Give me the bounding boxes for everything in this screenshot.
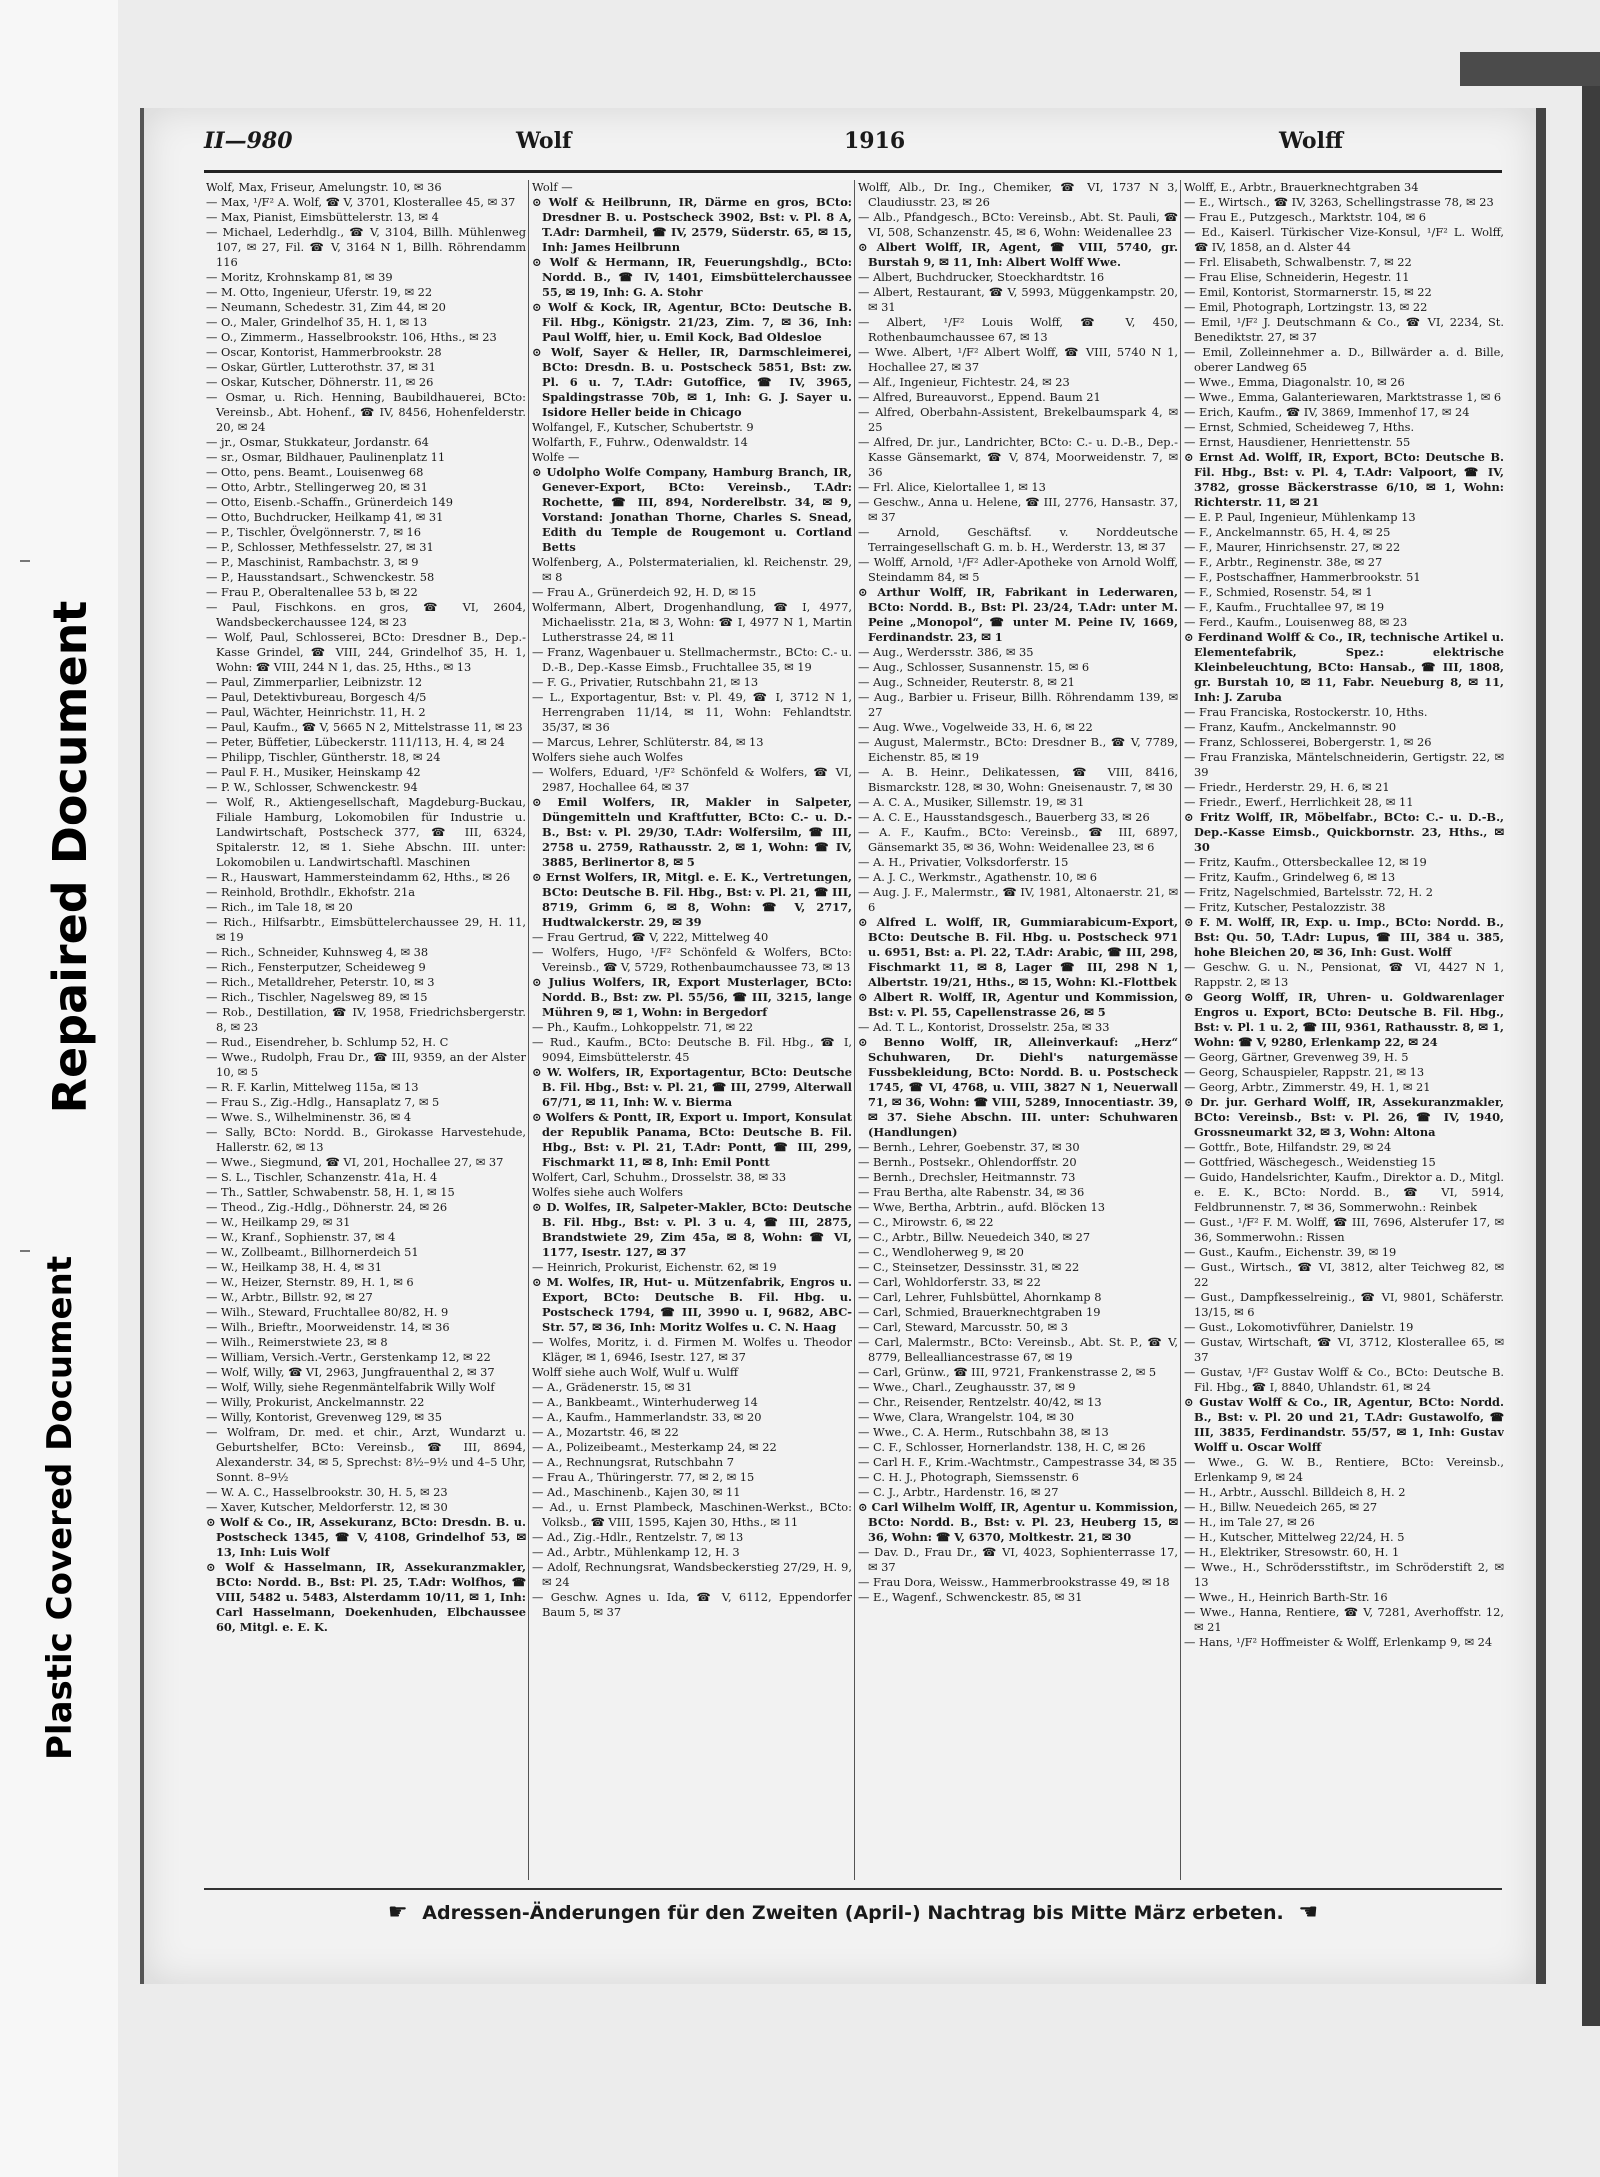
directory-entry: — Rich., Metalldreher, Peterstr. 10, ✉ 3 (206, 975, 435, 989)
directory-entry: — Rich., Hilfsarbtr., Eimsbüttelerchaussee 29, H. 11, ✉ 19 (206, 915, 526, 944)
directory-entry: — Frau Gertrud, ☎ V, 222, Mittelweg 40 (532, 930, 769, 944)
pointing-hand-icon: ☚ (1298, 1900, 1319, 1925)
directory-entry: — Frau P., Oberaltenallee 53 b, ✉ 22 (206, 585, 418, 599)
directory-entry: — Albert, Buchdrucker, Stoeckhardtstr. 16 (858, 270, 1105, 284)
scan-margin (0, 0, 118, 2177)
directory-entry: — Franz, Schlosserei, Bobergerstr. 1, ✉ 26 (1184, 735, 1432, 749)
directory-entry: — jr., Osmar, Stukkateur, Jordanstr. 64 (206, 435, 429, 449)
directory-entry: — S. L., Tischler, Schanzenstr. 41a, H. 4 (206, 1170, 438, 1184)
directory-entry: — Wwe., Siegmund, ☎ VI, 201, Hochallee 27, ✉ 37 (206, 1155, 504, 1169)
directory-entry: — Ernst, Hausdiener, Henriettenstr. 55 (1184, 435, 1411, 449)
directory-entry: ⊙ Wolf & Heilbrunn, IR, Därme en gros, BCto: Dresdner B. u. Postscheck 3902, Bst: v. Pl. 8 A, T.Adr: Darmheil, ☎ IV, 2579, Süderstr. 65, ✉ 15, Inh: James Heilbrunn (532, 195, 852, 254)
directory-entry: — E. P. Paul, Ingenieur, Mühlenkamp 13 (1184, 510, 1416, 524)
directory-entry: — Albert, ¹/F² Louis Wolff, ☎ V, 450, Rothenbaumchaussee 67, ✉ 13 (858, 315, 1178, 344)
directory-entry: ⊙ Julius Wolfers, IR, Export Musterlager, BCto: Nordd. B., Bst: zw. Pl. 55/56, ☎ III, 3215, lange Mühren 9, ✉ 1, Wohn: in Bergedorf (532, 975, 852, 1019)
directory-entry: — A., Grädenerstr. 15, ✉ 31 (532, 1380, 693, 1394)
directory-entry: — Frl. Alice, Kielortallee 1, ✉ 13 (858, 480, 1046, 494)
directory-entry: — M. Otto, Ingenieur, Uferstr. 19, ✉ 22 (206, 285, 433, 299)
directory-entry: — Paul, Wächter, Heinrichstr. 11, H. 2 (206, 705, 426, 719)
directory-entry: — Emil, Zolleinnehmer a. D., Billwärder a. d. Bille, oberer Landweg 65 (1184, 345, 1504, 374)
directory-entry: — A. C. E., Hausstandsgesch., Bauerberg 33, ✉ 26 (858, 810, 1150, 824)
directory-entry: — Aug. J. F., Malermstr., ☎ IV, 1981, Altonaerstr. 21, ✉ 6 (858, 885, 1178, 914)
directory-entry: Wolff, E., Arbtr., Brauerknechtgraben 34 (1184, 180, 1419, 194)
directory-entry: — Wwe., Charl., Zeughausstr. 37, ✉ 9 (858, 1380, 1076, 1394)
directory-entry: — Otto, Buchdrucker, Heilkamp 41, ✉ 31 (206, 510, 444, 524)
directory-entry: — Frau Dora, Weissw., Hammerbrookstrasse 49, ✉ 18 (858, 1575, 1170, 1589)
directory-entry: — Albert, Restaurant, ☎ V, 5993, Müggenkampstr. 20, ✉ 31 (858, 285, 1178, 314)
directory-entry: — Gust., Dampfkesselreinig., ☎ VI, 9801, Schäferstr. 13/15, ✉ 6 (1184, 1290, 1504, 1319)
directory-entry: — W. A. C., Hasselbrookstr. 30, H. 5, ✉ 23 (206, 1485, 448, 1499)
directory-entry: — Emil, Kontorist, Stormarnerstr. 15, ✉ 22 (1184, 285, 1432, 299)
directory-entry: — Peter, Büffetier, Lübeckerstr. 111/113, H. 4, ✉ 24 (206, 735, 505, 749)
directory-entry: — Wilh., Brieftr., Moorweidenstr. 14, ✉ 36 (206, 1320, 450, 1334)
directory-entry: — A. H., Privatier, Volksdorferstr. 15 (858, 855, 1069, 869)
directory-entry: — Aug., Barbier u. Friseur, Billh. Röhrendamm 139, ✉ 27 (858, 690, 1178, 719)
directory-entry: — A. F., Kaufm., BCto: Vereinsb., ☎ III, 6897, Gänsemarkt 35, ✉ 36, Wohn: Weidenallee 23, ✉ 6 (858, 825, 1178, 854)
directory-entry: — Rud., Eisendreher, b. Schlump 52, H. C (206, 1035, 449, 1049)
directory-entry: — Carl, Schmied, Brauerknechtgraben 19 (858, 1305, 1101, 1319)
directory-entry: — P., Tischler, Övelgönnerstr. 7, ✉ 16 (206, 525, 422, 539)
directory-entry: Wolf, Max, Friseur, Amelungstr. 10, ✉ 36 (206, 180, 442, 194)
directory-entry: — Alf., Ingenieur, Fichtestr. 24, ✉ 23 (858, 375, 1070, 389)
directory-entry: — Max, Pianist, Eimsbüttelerstr. 13, ✉ 4 (206, 210, 439, 224)
directory-entry: — Franz, Kaufm., Anckelmannstr. 90 (1184, 720, 1397, 734)
directory-entry: — Philipp, Tischler, Güntherstr. 18, ✉ 24 (206, 750, 441, 764)
directory-entry: — Wolf, Willy, ☎ VI, 2963, Jungfrauenthal 2, ✉ 37 (206, 1365, 495, 1379)
directory-entry: Wolf — (532, 180, 573, 194)
directory-entry: — Paul, Fischkons. en gros, ☎ VI, 2604, Wandsbeckerchaussee 124, ✉ 23 (206, 600, 526, 629)
directory-entry: — Aug., Werdersstr. 386, ✉ 35 (858, 645, 1034, 659)
directory-entry: — Osmar, u. Rich. Henning, Baubildhauerei, BCto: Vereinsb., Abt. Hohenf., ☎ IV, 8456, Hohenfelderstr. 20, ✉ 24 (206, 390, 526, 434)
directory-entry: — Bernh., Postsekr., Ohlendorffstr. 20 (858, 1155, 1077, 1169)
directory-entry: — Georg, Schauspieler, Rappstr. 21, ✉ 13 (1184, 1065, 1425, 1079)
directory-entry: ⊙ Albert R. Wolff, IR, Agentur und Kommission, Bst: v. Pl. 55, Capellenstrasse 26, ✉ 5 (858, 990, 1178, 1019)
directory-entry: — Alfred, Dr. jur., Landrichter, BCto: C.- u. D.-B., Dep.-Kasse Gänsemarkt, ☎ V, 874, Moorweidenstr. 7, ✉ 36 (858, 435, 1178, 479)
directory-entry: — Neumann, Schedestr. 31, Zim 44, ✉ 20 (206, 300, 446, 314)
directory-entry: — Fritz, Kaufm., Ottersbeckallee 12, ✉ 19 (1184, 855, 1427, 869)
directory-entry: — Frau Franziska, Mäntelschneiderin, Gertigstr. 22, ✉ 39 (1184, 750, 1504, 779)
directory-entry: — Reinhold, Brothdlr., Ekhofstr. 21a (206, 885, 416, 899)
directory-entry: ⊙ Wolf & Co., IR, Assekuranz, BCto: Dresdn. B. u. Postscheck 1345, ☎ V, 4108, Grindelhof 53, ✉ 13, Inh: Luis Wolf (206, 1515, 526, 1559)
directory-entry: — Willy, Kontorist, Grevenweg 129, ✉ 35 (206, 1410, 443, 1424)
directory-entry: — Ernst, Schmied, Scheideweg 7, Hths. (1184, 420, 1415, 434)
directory-entry: — Paul F. H., Musiker, Heinskamp 42 (206, 765, 421, 779)
directory-entry: — L., Exportagentur, Bst: v. Pl. 49, ☎ I, 3712 N 1, Herrengraben 11/14, ✉ 11, Wohn: Fehlandtstr. 35/37, ✉ 36 (532, 690, 852, 734)
directory-entry: — Carl, Wohldorferstr. 33, ✉ 22 (858, 1275, 1041, 1289)
directory-entry: — Rich., Fensterputzer, Scheideweg 9 (206, 960, 426, 974)
directory-entry: Wolfenberg, A., Polstermaterialien, kl. Reichenstr. 29, ✉ 8 (532, 555, 852, 584)
directory-entry: — Wwe., Emma, Diagonalstr. 10, ✉ 26 (1184, 375, 1405, 389)
directory-entry: — Wwe. S., Wilhelminenstr. 36, ✉ 4 (206, 1110, 412, 1124)
directory-entry: — Rich., Schneider, Kuhnsweg 4, ✉ 38 (206, 945, 429, 959)
directory-entry: — Ph., Kaufm., Lohkoppelstr. 71, ✉ 22 (532, 1020, 754, 1034)
directory-entry: — Chr., Reisender, Rentzelstr. 40/42, ✉ 13 (858, 1395, 1102, 1409)
directory-entry: — Alfred, Bureauvorst., Eppend. Baum 21 (858, 390, 1101, 404)
directory-entry: — W., Heilkamp 38, H. 4, ✉ 31 (206, 1260, 383, 1274)
directory-entry: Wolfarth, F., Fuhrw., Odenwaldstr. 14 (532, 435, 748, 449)
directory-entry: — R., Hauswart, Hammersteindamm 62, Hths., ✉ 26 (206, 870, 511, 884)
directory-entry: — H., Billw. Neuedeich 265, ✉ 27 (1184, 1500, 1378, 1514)
directory-entry: — C., Mirowstr. 6, ✉ 22 (858, 1215, 994, 1229)
directory-entry: — Rich., im Tale 18, ✉ 20 (206, 900, 353, 914)
directory-entry: — C. J., Arbtr., Hardenstr. 16, ✉ 27 (858, 1485, 1059, 1499)
directory-entry: Wolff, Alb., Dr. Ing., Chemiker, ☎ VI, 1737 N 3, Claudiusstr. 23, ✉ 26 (858, 180, 1178, 209)
directory-entry: ⊙ Alfred L. Wolff, IR, Gummiarabicum-Export, BCto: Deutsche B. Fil. Hbg. u. Postscheck 971 u. 6951, Bst: a. Pl. 22, T.Adr: Arabic, ☎ III, 298, Fischmarkt 11, ✉ 8, Lager ☎ III, 298 N 1, Albertstr. 19/21, Hths., ✉ 15, Wohn: Kl.-Flottbek (858, 915, 1178, 989)
directory-entry: — Wolfers, Eduard, ¹/F² Schönfeld & Wolfers, ☎ VI, 2987, Hochallee 64, ✉ 37 (532, 765, 852, 794)
directory-entry: — Wwe., Rudolph, Frau Dr., ☎ III, 9359, an der Alster 10, ✉ 5 (206, 1050, 526, 1079)
directory-entry: — Ad., u. Ernst Plambeck, Maschinen-Werkst., BCto: Volksb., ☎ VIII, 1595, Kajen 30, Hths., ✉ 11 (532, 1500, 852, 1529)
directory-entry: — Marcus, Lehrer, Schlüterstr. 84, ✉ 13 (532, 735, 764, 749)
directory-entry: — Aug., Schneider, Reuterstr. 8, ✉ 21 (858, 675, 1075, 689)
directory-entry: — Friedr., Herderstr. 29, H. 6, ✉ 21 (1184, 780, 1390, 794)
directory-entry: ⊙ Wolf, Sayer & Heller, IR, Darmschleimerei, BCto: Dresdn. B. u. Postscheck 5851, Bst: zw. Pl. 6 u. 7, T.Adr: Gutoffice, ☎ IV, 3965, Spaldingstrasse 70b, ✉ 1, Inh: G. J. Sayer u. Isidore Heller beide in Chicago (532, 345, 852, 419)
directory-entry: — Fritz, Kaufm., Grindelweg 6, ✉ 13 (1184, 870, 1396, 884)
header-right-keyword: Wolff (1279, 128, 1344, 154)
directory-entry: — R. F. Karlin, Mittelweg 115a, ✉ 13 (206, 1080, 419, 1094)
directory-entry: — Wolf, Willy, siehe Regenmäntelfabrik Willy Wolf (206, 1380, 495, 1394)
directory-entry: — H., im Tale 27, ✉ 26 (1184, 1515, 1315, 1529)
column-1 (206, 180, 526, 1880)
directory-entry: — Wolf, R., Aktiengesellschaft, Magdeburg-Buckau, Filiale Hamburg, Lokomobilen für Industrie u. Landwirtschaft, Postscheck 377, ☎ III, 6324, Spitalerstr. 12, ✉ 1. Siehe Abschn. III. unter: Lokomobilen u. Landwirtschaftl. Maschinen (206, 795, 526, 869)
directory-entry: Wolfangel, F., Kutscher, Schubertstr. 9 (532, 420, 754, 434)
directory-entry: — Paul, Detektivbureau, Borgesch 4/5 (206, 690, 427, 704)
directory-entry: — Bernh., Lehrer, Goebenstr. 37, ✉ 30 (858, 1140, 1080, 1154)
directory-entry: — Frau A., Thüringerstr. 77, ✉ 2, ✉ 15 (532, 1470, 755, 1484)
directory-entry: — Guido, Handelsrichter, Kaufm., Direktor a. D., Mitgl. e. E. K., BCto: Nordd. B., ☎ VI, 5914, Feldbrunnenstr. 7, ✉ 36, Sommerwohn.: Reinbek (1184, 1170, 1504, 1214)
directory-entry: — Oskar, Gürtler, Lutterothstr. 37, ✉ 31 (206, 360, 436, 374)
directory-entry: — Erich, Kaufm., ☎ IV, 3869, Immenhof 17, ✉ 24 (1184, 405, 1470, 419)
directory-entry: — Geschw., Anna u. Helene, ☎ III, 2776, Hansastr. 37, ✉ 37 (858, 495, 1178, 524)
directory-entry: — Frau S., Zig.-Hdlg., Hansaplatz 7, ✉ 5 (206, 1095, 440, 1109)
directory-entry: — Wilh., Reimerstwiete 23, ✉ 8 (206, 1335, 388, 1349)
plastic-covered-label: Plastic Covered Document (40, 1255, 80, 1760)
footer-rule (204, 1888, 1502, 1890)
directory-entry: — Wwe., G. W. B., Rentiere, BCto: Vereinsb., Erlenkamp 9, ✉ 24 (1184, 1455, 1504, 1484)
directory-entry: — W., Zollbeamt., Billhornerdeich 51 (206, 1245, 419, 1259)
directory-entry: Wolfes siehe auch Wolfers (532, 1185, 683, 1199)
directory-entry: — A., Polizeibeamt., Mesterkamp 24, ✉ 22 (532, 1440, 777, 1454)
directory-entry: — F. G., Privatier, Rutschbahn 21, ✉ 13 (532, 675, 759, 689)
directory-entry: — Wilh., Steward, Fruchtallee 80/82, H. 9 (206, 1305, 449, 1319)
directory-entry: ⊙ F. M. Wolff, IR, Exp. u. Imp., BCto: Nordd. B., Bst: Qu. 50, T.Adr: Lupus, ☎ III, 384 u. 385, hohe Bleichen 20, ✉ 36, Inh: Gust. Wolff (1184, 915, 1504, 959)
directory-entry: — Otto, Arbtr., Stellingerweg 20, ✉ 31 (206, 480, 428, 494)
column-3 (858, 180, 1178, 1880)
directory-entry: — Wwe., Emma, Galanteriewaren, Marktstrasse 1, ✉ 6 (1184, 390, 1502, 404)
directory-entry: — August, Malermstr., BCto: Dresdner B., ☎ V, 7789, Eichenstr. 85, ✉ 19 (858, 735, 1178, 764)
page-number: II—980 (204, 128, 293, 154)
directory-entry: — Carl, Malermstr., BCto: Vereinsb., Abt. St. P., ☎ V, 8779, Bellealliancestrasse 67, ✉ 19 (858, 1335, 1178, 1364)
directory-entry: — Wwe., H., Heinrich Barth-Str. 16 (1184, 1590, 1388, 1604)
directory-entry: — Heinrich, Prokurist, Eichenstr. 62, ✉ 19 (532, 1260, 777, 1274)
directory-entry: — Wwe., Hanna, Rentiere, ☎ V, 7281, Averhoffstr. 12, ✉ 21 (1184, 1605, 1504, 1634)
directory-entry: — Aug. Wwe., Vogelweide 33, H. 6, ✉ 22 (858, 720, 1093, 734)
directory-entry: — Wwe., C. A. Herm., Rutschbahn 38, ✉ 13 (858, 1425, 1109, 1439)
directory-entry: — Frau Elise, Schneiderin, Hegestr. 11 (1184, 270, 1410, 284)
directory-entry: — Carl H. F., Krim.-Wachtmstr., Campestrasse 34, ✉ 35 (858, 1455, 1178, 1469)
directory-entry: — Emil, Photograph, Lortzingstr. 13, ✉ 22 (1184, 300, 1428, 314)
column-divider (854, 180, 855, 1880)
directory-entry: — Willy, Prokurist, Anckelmannstr. 22 (206, 1395, 425, 1409)
directory-entry: — H., Arbtr., Ausschl. Billdeich 8, H. 2 (1184, 1485, 1406, 1499)
directory-entry: ⊙ D. Wolfes, IR, Salpeter-Makler, BCto: Deutsche B. Fil. Hbg., Bst: v. Pl. 3 u. 4, ☎ III, 2875, Brandstwiete 29, Zim 45a, ✉ 8, Wohn: ☎ VI, 1177, Isestr. 127, ✉ 37 (532, 1200, 852, 1259)
directory-entry: — sr., Osmar, Bildhauer, Paulinenplatz 11 (206, 450, 446, 464)
directory-entry: — F., Kaufm., Fruchtallee 97, ✉ 19 (1184, 600, 1385, 614)
directory-entry: — F., Arbtr., Reginenstr. 38e, ✉ 27 (1184, 555, 1383, 569)
directory-entry: — Frau E., Putzgesch., Marktstr. 104, ✉ 6 (1184, 210, 1426, 224)
directory-entry: ⊙ Dr. jur. Gerhard Wolff, IR, Assekuranzmakler, BCto: Vereinsb., Bst: v. Pl. 26, ☎ IV, 1940, Grossneumarkt 32, ✉ 3, Wohn: Altona (1184, 1095, 1504, 1139)
directory-entry: — Adolf, Rechnungsrat, Wandsbeckerstieg 27/29, H. 9, ✉ 24 (532, 1560, 852, 1589)
directory-entry: ⊙ Wolf & Hermann, IR, Feuerungshdlg., BCto: Nordd. B., ☎ IV, 1401, Eimsbüttelerchaussee 55, ✉ 19, Inh: G. A. Stohr (532, 255, 852, 299)
directory-entry: — H., Kutscher, Mittelweg 22/24, H. 5 (1184, 1530, 1405, 1544)
directory-entry: — H., Elektriker, Stresowstr. 60, H. 1 (1184, 1545, 1400, 1559)
page-footer (204, 1900, 1502, 1925)
directory-entry: — P., Schlosser, Methfesselstr. 27, ✉ 31 (206, 540, 434, 554)
directory-entry: ⊙ Georg Wolff, IR, Uhren- u. Goldwarenlager Engros u. Export, BCto: Deutsche B. Fil. Hbg., Bst: v. Pl. 1 u. 2, ☎ III, 9361, Rathausstr. 8, ✉ 1, Wohn: ☎ V, 9280, Erlenkamp 22, ✉ 24 (1184, 990, 1504, 1049)
directory-entry: — C., Wendloherweg 9, ✉ 20 (858, 1245, 1024, 1259)
directory-entry: — Michael, Lederhdlg., ☎ V, 3104, Billh. Mühlenweg 107, ✉ 27, Fil. ☎ V, 3164 N 1, Billh. Röhrendamm 116 (206, 225, 526, 269)
directory-entry: — Gust., Lokomotivführer, Danielstr. 19 (1184, 1320, 1414, 1334)
directory-entry: — Wwe, Clara, Wrangelstr. 104, ✉ 30 (858, 1410, 1075, 1424)
directory-entry: — Dav. D., Frau Dr., ☎ VI, 4023, Sophienterrasse 17, ✉ 37 (858, 1545, 1178, 1574)
directory-entry: ⊙ Benno Wolff, IR, Alleinverkauf: „Herz“ Schuhwaren, Dr. Diehl's naturgemässe Fussbekleidung, BCto: Nordd. B. u. Postscheck 1745, ☎ VI, 4768, u. VIII, 3827 N 1, Neuerwall 71, ✉ 36, Wohn: ☎ VIII, 5289, Innocentiastr. 39, ✉ 37. Siehe Abschn. III. unter: Schuhwaren (Handlungen) (858, 1035, 1178, 1139)
directory-entry: — Otto, Eisenb.-Schaffn., Grünerdeich 149 (206, 495, 454, 509)
directory-entry: ⊙ M. Wolfes, IR, Hut- u. Mützenfabrik, Engros u. Export, BCto: Deutsche B. Fil. Hbg. u. Postscheck 1794, ☎ III, 3990 u. I, 9682, ABC-Str. 57, ✉ 36, Inh: Moritz Wolfes u. C. N. Haag (532, 1275, 852, 1334)
directory-entry: — Ad., Zig.-Hdlr., Rentzelstr. 7, ✉ 13 (532, 1530, 744, 1544)
directory-entry: — A. C. A., Musiker, Sillemstr. 19, ✉ 31 (858, 795, 1085, 809)
directory-entry: — W., Arbtr., Billstr. 92, ✉ 27 (206, 1290, 373, 1304)
directory-entry: Wolfert, Carl, Schuhm., Drosselstr. 38, ✉ 33 (532, 1170, 787, 1184)
directory-entry: — Moritz, Krohnskamp 81, ✉ 39 (206, 270, 393, 284)
directory-entry: — E., Wagenf., Schwenckestr. 85, ✉ 31 (858, 1590, 1083, 1604)
directory-entry: — Wolfes, Moritz, i. d. Firmen M. Wolfes u. Theodor Kläger, ✉ 1, 6946, Isestr. 127, ✉ 37 (532, 1335, 852, 1364)
directory-entry: — Ad., Arbtr., Mühlenkamp 12, H. 3 (532, 1545, 740, 1559)
directory-entry: — Ad. T. L., Kontorist, Drosselstr. 25a, ✉ 33 (858, 1020, 1110, 1034)
directory-entry: — O., Zimmerm., Hasselbrookstr. 106, Hths., ✉ 23 (206, 330, 497, 344)
directory-entry: — Georg, Arbtr., Zimmerstr. 49, H. 1, ✉ 21 (1184, 1080, 1431, 1094)
directory-entry: ⊙ Ernst Wolfers, IR, Mitgl. e. E. K., Vertretungen, BCto: Deutsche B. Fil. Hbg., Bst: v. Pl. 21, ☎ III, 8719, Grimm 6, ✉ 8, Wohn: ☎ V, 2717, Hudtwalckerstr. 29, ✉ 39 (532, 870, 852, 929)
directory-entry: — Oscar, Kontorist, Hammerbrookstr. 28 (206, 345, 442, 359)
directory-entry: ⊙ Albert Wolff, IR, Agent, ☎ VIII, 5740, gr. Burstah 9, ✉ 11, Inh: Albert Wolff Wwe. (858, 240, 1178, 269)
scan-edge-shadow (1582, 86, 1600, 2026)
directory-entry: — C. F., Schlosser, Hornerlandstr. 138, H. C, ✉ 26 (858, 1440, 1146, 1454)
directory-entry: — F., Maurer, Hinrichsenstr. 27, ✉ 22 (1184, 540, 1401, 554)
directory-entry: — Paul, Zimmerparlier, Leibnizstr. 12 (206, 675, 423, 689)
directory-entry: — Alb., Pfandgesch., BCto: Vereinsb., Abt. St. Pauli, ☎ VI, 508, Schanzenstr. 45, ✉ 6, Wohn: Weidenallee 23 (858, 210, 1178, 239)
directory-entry: — Wwe. Albert, ¹/F² Albert Wolff, ☎ VIII, 5740 N 1, Hochallee 27, ✉ 37 (858, 345, 1178, 374)
margin-tick (20, 1250, 30, 1252)
directory-entry: — P., Hausstandsart., Schwenckestr. 58 (206, 570, 435, 584)
directory-entry: — Gust., Wirtsch., ☎ VI, 3812, alter Teichweg 82, ✉ 22 (1184, 1260, 1504, 1289)
directory-entry: — A. B. Heinr., Delikatessen, ☎ VIII, 8416, Bismarckstr. 128, ✉ 30, Wohn: Gneisenaustr. 7, ✉ 30 (858, 765, 1178, 794)
directory-entry: — Frl. Elisabeth, Schwalbenstr. 7, ✉ 22 (1184, 255, 1412, 269)
directory-entry: — Gustav, ¹/F² Gustav Wolff & Co., BCto: Deutsche B. Fil. Hbg., ☎ I, 8840, Uhlandstr. 61, ✉ 24 (1184, 1365, 1504, 1394)
directory-entry: ⊙ Wolf & Hasselmann, IR, Assekuranzmakler, BCto: Nordd. B., Bst: Pl. 25, T.Adr: Wolfhos, ☎ VIII, 5482 u. 5483, Alsterdamm 10/11, ✉ 1, Inh: Carl Hasselmann, Doekenhuden, Elbchaussee 60, Mitgl. e. E. K. (206, 1560, 526, 1634)
directory-entry: — Theod., Zig.-Hdlg., Döhnerstr. 24, ✉ 26 (206, 1200, 448, 1214)
directory-entry: — Otto, pens. Beamt., Louisenweg 68 (206, 465, 424, 479)
directory-entry: ⊙ W. Wolfers, IR, Exportagentur, BCto: Deutsche B. Fil. Hbg., Bst: v. Pl. 21, ☎ III, 2799, Alterwall 67/71, ✉ 11, Inh: W. v. Bierma (532, 1065, 852, 1109)
directory-entry: — Hans, ¹/F² Hoffmeister & Wolff, Erlenkamp 9, ✉ 24 (1184, 1635, 1493, 1649)
header-rule (204, 170, 1502, 173)
column-divider (528, 180, 529, 1880)
margin-tick (20, 560, 30, 562)
directory-entry: — Rich., Tischler, Nagelsweg 89, ✉ 15 (206, 990, 428, 1004)
directory-entry: — W., Heizer, Sternstr. 89, H. 1, ✉ 6 (206, 1275, 414, 1289)
directory-entry: — Sally, BCto: Nordd. B., Girokasse Harvestehude, Hallerstr. 62, ✉ 13 (206, 1125, 526, 1154)
directory-entry: ⊙ Arthur Wolff, IR, Fabrikant in Lederwaren, BCto: Nordd. B., Bst: Pl. 23/24, T.Adr: unter M. Peine „Monopol“, ☎ unter M. Peine IV, 1669, Ferdinandstr. 23, ✉ 1 (858, 585, 1178, 644)
directory-entry: ⊙ Wolfers & Pontt, IR, Export u. Import, Konsulat der Republik Panama, BCto: Deutsche B. Fil. Hbg., Bst: v. Pl. 21, T.Adr: Pontt, ☎ III, 299, Fischmarkt 11, ✉ 8, Inh: Emil Pontt (532, 1110, 852, 1169)
directory-entry: — Wolff, Arnold, ¹/F² Adler-Apotheke von Arnold Wolff, Steindamm 84, ✉ 5 (858, 555, 1178, 584)
directory-entry: — Gottfried, Wäschegesch., Weidenstieg 15 (1184, 1155, 1436, 1169)
footer-notice: Adressen-Änderungen für den Zweiten (April-) Nachtrag bis Mitte März erbeten. (422, 1902, 1284, 1924)
directory-entry: — Carl, Grünw., ☎ III, 9721, Frankenstrasse 2, ✉ 5 (858, 1365, 1157, 1379)
directory-entry: — Gust., Kaufm., Eichenstr. 39, ✉ 19 (1184, 1245, 1397, 1259)
directory-entry: — W., Heilkamp 29, ✉ 31 (206, 1215, 351, 1229)
directory-entry: — William, Versich.-Vertr., Gerstenkamp 12, ✉ 22 (206, 1350, 491, 1364)
directory-entry: — Franz, Wagenbauer u. Stellmachermstr., BCto: C.- u. D.-B., Dep.-Kasse Eimsb., Fruchtallee 35, ✉ 19 (532, 645, 852, 674)
directory-entry: — P., Maschinist, Rambachstr. 3, ✉ 9 (206, 555, 419, 569)
directory-entry: ⊙ Gustav Wolff & Co., IR, Agentur, BCto: Nordd. B., Bst: v. Pl. 20 und 21, T.Adr: Gustawolfo, ☎ III, 3835, Ferdinandstr. 55/57, ✉ 1, Inh: Gustav Wolff u. Oscar Wolff (1184, 1395, 1504, 1454)
directory-entry: — Geschw. Agnes u. Ida, ☎ V, 6112, Eppendorfer Baum 5, ✉ 37 (532, 1590, 852, 1619)
directory-entry: — Ferd., Kaufm., Louisenweg 88, ✉ 23 (1184, 615, 1408, 629)
directory-entry: Wolfers siehe auch Wolfes (532, 750, 683, 764)
directory-entry: — Wolf, Paul, Schlosserei, BCto: Dresdner B., Dep.-Kasse Grindel, ☎ VIII, 244, Grindelhof 35, H. 1, Wohn: ☎ VIII, 244 N 1, das. 25, Hths., ✉ 13 (206, 630, 526, 674)
directory-entry: — P. W., Schlosser, Schwenckestr. 94 (206, 780, 418, 794)
directory-entry: — Friedr., Ewerf., Herrlichkeit 28, ✉ 11 (1184, 795, 1414, 809)
directory-entry: — Wwe., H., Schrödersstiftstr., im Schröderstift 2, ✉ 13 (1184, 1560, 1504, 1589)
directory-entry: — Th., Sattler, Schwabenstr. 58, H. 1, ✉ 15 (206, 1185, 455, 1199)
directory-entry: — Fritz, Kutscher, Pestalozzistr. 38 (1184, 900, 1386, 914)
directory-entry: — Bernh., Drechsler, Heitmannstr. 73 (858, 1170, 1076, 1184)
directory-entry: ⊙ Emil Wolfers, IR, Makler in Salpeter, Düngemitteln und Kraftfutter, BCto: C.- u. D.-B., Bst: v. Pl. 29/30, T.Adr: Wolfersilm, ☎ III, 2758 u. 2759, Rathausstr. 2, ✉ 1, Wohn: ☎ IV, 3885, Berlinertor 8, ✉ 5 (532, 795, 852, 869)
directory-entry: — Xaver, Kutscher, Meldorferstr. 12, ✉ 30 (206, 1500, 448, 1514)
directory-entry: — C., Arbtr., Billw. Neuedeich 340, ✉ 27 (858, 1230, 1091, 1244)
directory-entry: ⊙ Wolf & Kock, IR, Agentur, BCto: Deutsche B. Fil. Hbg., Königstr. 21/23, Zim. 7, ✉ 36, Inh: Paul Wolff, hier, u. Emil Kock, Bad Oldesloe (532, 300, 852, 344)
directory-entry: — Fritz, Nagelschmied, Bartelsstr. 72, H. 2 (1184, 885, 1433, 899)
directory-entry: — Gust., ¹/F² F. M. Wolff, ☎ III, 7696, Alsterufer 17, ✉ 36, Sommerwohn.: Rissen (1184, 1215, 1504, 1244)
directory-entry: — F., Postschaffner, Hammerbrookstr. 51 (1184, 570, 1421, 584)
directory-entry: — A., Mozartstr. 46, ✉ 22 (532, 1425, 679, 1439)
directory-entry: ⊙ Carl Wilhelm Wolff, IR, Agentur u. Kommission, BCto: Nordd. B., Bst: v. Pl. 23, Heuberg 15, ✉ 36, Wohn: ☎ V, 6370, Moltkestr. 21, ✉ 30 (858, 1500, 1178, 1544)
directory-entry: Wolff siehe auch Wolf, Wulf u. Wulff (532, 1365, 738, 1379)
directory-entry: ⊙ Udolpho Wolfe Company, Hamburg Branch, IR, Genever-Export, BCto: Vereinsb., T.Adr: Rochette, ☎ III, 894, Norderelbstr. 34, ✉ 9, Vorstand: Jonathan Thorne, Charles S. Snead, Edith du Temple de Rougemont u. Cortland Betts (532, 465, 852, 554)
directory-entry: — Rud., Kaufm., BCto: Deutsche B. Fil. Hbg., ☎ I, 9094, Eimsbüttelerstr. 45 (532, 1035, 852, 1064)
column-2 (532, 180, 852, 1880)
column-divider (1180, 180, 1181, 1880)
directory-entry: — Gottfr., Bote, Hilfandstr. 29, ✉ 24 (1184, 1140, 1392, 1154)
directory-entry: — W., Kranf., Sophienstr. 37, ✉ 4 (206, 1230, 396, 1244)
page-header (204, 126, 1499, 160)
directory-entry: — O., Maler, Grindelhof 35, H. 1, ✉ 13 (206, 315, 428, 329)
directory-entry: — Paul, Kaufm., ☎ V, 5665 N 2, Mittelstrasse 11, ✉ 23 (206, 720, 523, 734)
directory-entry: — Max, ¹/F² A. Wolf, ☎ V, 3701, Klosterallee 45, ✉ 37 (206, 195, 516, 209)
directory-entry: — Ad., Maschinenb., Kajen 30, ✉ 11 (532, 1485, 741, 1499)
directory-entry: — Rob., Destillation, ☎ IV, 1958, Friedrichsbergerstr. 8, ✉ 23 (206, 1005, 526, 1034)
directory-entry: — Frau A., Grünerdeich 92, H. D, ✉ 15 (532, 585, 757, 599)
pointing-hand-icon: ☛ (387, 1900, 408, 1925)
repaired-document-label: Repaired Document (43, 600, 97, 1114)
scan-edge-shadow (1460, 52, 1600, 86)
directory-entry: — Ed., Kaiserl. Türkischer Vize-Konsul, ¹/F² L. Wolff, ☎ IV, 1858, an d. Alster 44 (1184, 225, 1504, 254)
header-year: 1916 (844, 128, 906, 154)
directory-entry: — A., Kaufm., Hammerlandstr. 33, ✉ 20 (532, 1410, 762, 1424)
directory-entry: — C., Steinsetzer, Dessinsstr. 31, ✉ 22 (858, 1260, 1080, 1274)
directory-entry: ⊙ Ernst Ad. Wolff, IR, Export, BCto: Deutsche B. Fil. Hbg., Bst: v. Pl. 4, T.Adr: Valpoort, ☎ IV, 3782, grosse Bäckerstrasse 6/10, ✉ 1, Wohn: Richterstr. 11, ✉ 21 (1184, 450, 1504, 509)
directory-entry: — Carl, Steward, Marcusstr. 50, ✉ 3 (858, 1320, 1068, 1334)
directory-entry: — Aug., Schlosser, Susannenstr. 15, ✉ 6 (858, 660, 1090, 674)
directory-entry: — E., Wirtsch., ☎ IV, 3263, Schellingstrasse 78, ✉ 23 (1184, 195, 1494, 209)
directory-entry: — A., Bankbeamt., Winterhuderweg 14 (532, 1395, 758, 1409)
directory-entry: ⊙ Ferdinand Wolff & Co., IR, technische Artikel u. Elementefabrik, Spez.: elektrische Kleinbeleuchtung, BCto: Hansab., ☎ III, 1808, gr. Burstah 10, ✉ 11, Fabr. Neueburg 8, ✉ 11, Inh: J. Zaruba (1184, 630, 1504, 704)
directory-entry: — Frau Bertha, alte Rabenstr. 34, ✉ 36 (858, 1185, 1085, 1199)
directory-entry: — C. H. J., Photograph, Siemssenstr. 6 (858, 1470, 1079, 1484)
directory-entry: Wolfermann, Albert, Drogenhandlung, ☎ I, 4977, Michaelisstr. 21a, ✉ 3, Wohn: ☎ I, 4977 N 1, Martin Lutherstrasse 24, ✉ 11 (532, 600, 852, 644)
directory-entry: — Wolfram, Dr. med. et chir., Arzt, Wundarzt u. Geburtshelfer, BCto: Vereinsb., ☎ III, 8694, Alexanderstr. 34, ✉ 5, Sprechst: 8½–9½ und 4–5 Uhr, Sonnt. 8–9½ (206, 1425, 526, 1484)
directory-entry: — Gustav, Wirtschaft, ☎ VI, 3712, Klosterallee 65, ✉ 37 (1184, 1335, 1504, 1364)
directory-entry: Wolfe — (532, 450, 580, 464)
directory-page (140, 108, 1546, 1984)
directory-entry: — Georg, Gärtner, Grevenweg 39, H. 5 (1184, 1050, 1409, 1064)
directory-entry: — Oskar, Kutscher, Döhnerstr. 11, ✉ 26 (206, 375, 434, 389)
directory-entry: — Carl, Lehrer, Fuhlsbüttel, Ahornkamp 8 (858, 1290, 1102, 1304)
directory-entry: — Geschw. G. u. N., Pensionat, ☎ VI, 4427 N 1, Rappstr. 2, ✉ 13 (1184, 960, 1504, 989)
directory-entry: — F., Anckelmannstr. 65, H. 4, ✉ 25 (1184, 525, 1391, 539)
directory-entry: — Wolfers, Hugo, ¹/F² Schönfeld & Wolfers, BCto: Vereinsb., ☎ V, 5729, Rothenbaumchaussee 73, ✉ 13 (532, 945, 852, 974)
directory-entry: — Arnold, Geschäftsf. v. Norddeutsche Terraingesellschaft G. m. b. H., Werderstr. 13, ✉ 37 (858, 525, 1178, 554)
directory-entry: — Wwe, Bertha, Arbtrin., aufd. Blöcken 13 (858, 1200, 1106, 1214)
directory-entry: ⊙ Fritz Wolff, IR, Möbelfabr., BCto: C.- u. D.-B., Dep.-Kasse Eimsb., Quickbornstr. 23, Hths., ✉ 30 (1184, 810, 1504, 854)
directory-entry: — A., Rechnungsrat, Rutschbahn 7 (532, 1455, 735, 1469)
directory-entry: — Frau Franciska, Rostockerstr. 10, Hths. (1184, 705, 1428, 719)
directory-entry: — F., Schmied, Rosenstr. 54, ✉ 1 (1184, 585, 1373, 599)
directory-entry: — A. J. C., Werkmstr., Agathenstr. 10, ✉ 6 (858, 870, 1098, 884)
directory-entry: — Alfred, Oberbahn-Assistent, Brekelbaumspark 4, ✉ 25 (858, 405, 1178, 434)
directory-entry: — Emil, ¹/F² J. Deutschmann & Co., ☎ VI, 2234, St. Benediktstr. 27, ✉ 37 (1184, 315, 1504, 344)
column-4 (1184, 180, 1504, 1880)
header-left-keyword: Wolf (516, 128, 572, 154)
